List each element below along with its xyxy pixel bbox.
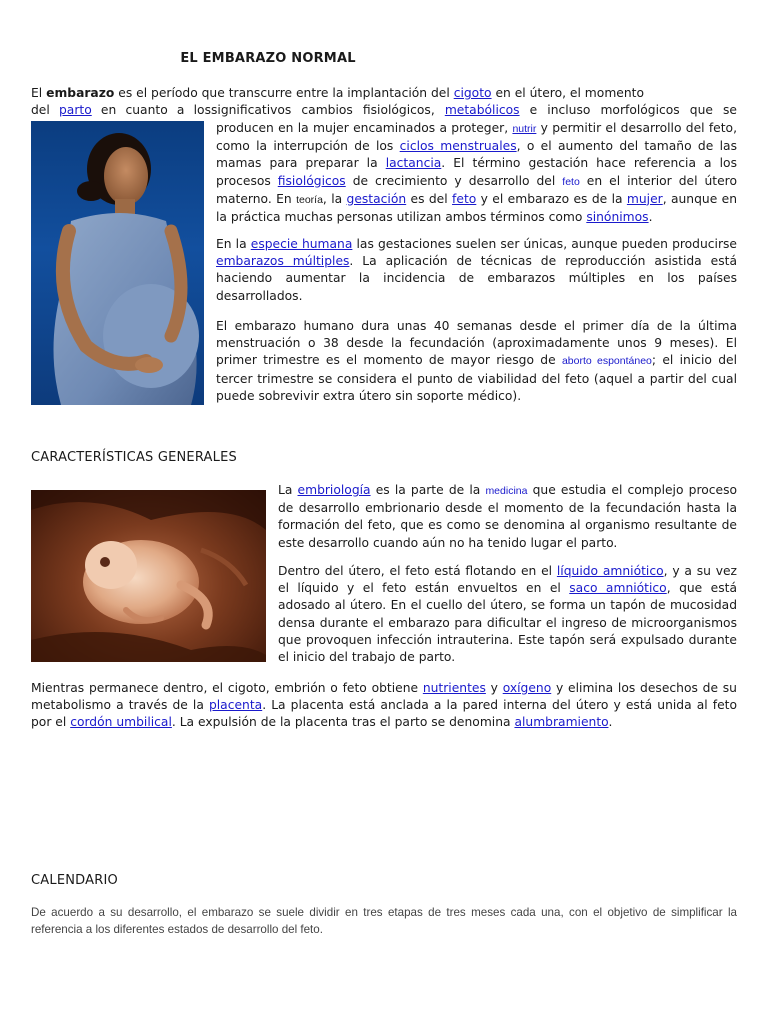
link-sinonimos[interactable]: sinónimos bbox=[586, 210, 649, 225]
link-medicina[interactable]: medicina bbox=[485, 485, 528, 497]
intro-line-1: El embarazo es el período que transcurre entre la implantación del cigoto en el útero, el momento bbox=[31, 86, 644, 100]
link-oxigeno[interactable]: oxígeno bbox=[502, 681, 552, 695]
link-ciclos-menstruales[interactable]: ciclos menstruales bbox=[399, 139, 517, 154]
link-nutrientes[interactable]: nutrientes bbox=[422, 681, 486, 695]
paragraph-duracion: El embarazo humano dura unas 40 semanas desde el primer día de la última menstruación o 38 desde la fecundación (aproximadamente unos 9 meses). El primer trimestre es el momento de mayor riesgo de aborto espontáneo; el inicio del tercer trimestre se considera el punto de viabilidad del feto (aquel a partir del cual puede sobrevivir extra útero sin soporte médico). bbox=[216, 319, 738, 403]
paragraph-embriologia: La embriología es la parte de la medicina que estudia el complejo proceso de desarrollo embrionario desde el momento de la fecundación hasta la formación del feto, que es como se denomina al organismo resultante de este desarrollo cuando aún no ha tenido lugar el parto. bbox=[278, 483, 738, 550]
intro-line-2-right: significativos cambios fisiológicos, metabólicos e incluso morfológicos que se bbox=[211, 103, 737, 117]
link-cordon-umbilical[interactable]: cordón umbilical bbox=[70, 715, 172, 730]
section-heading-calendario: CALENDARIO bbox=[31, 873, 118, 888]
link-feto[interactable]: feto bbox=[452, 191, 477, 206]
paragraph-utero: Dentro del útero, el feto está flotando en el líquido amniótico, y a su vez el líquido y el feto están envueltos en el saco amniótico, que está adosado al útero. En el cuello del útero, se forma un tapón de mucosidad densa durante el embarazo para dificultar el ingreso de microorganismos que provoquen infección intrauterina. Este tapón será expulsado durante el inicio del trabajo de parto. bbox=[278, 564, 738, 665]
pregnant-woman-photo bbox=[31, 121, 204, 405]
link-alumbramiento[interactable]: alumbramiento bbox=[514, 715, 609, 730]
embryo-photo bbox=[31, 490, 266, 662]
intro-line-2-left: del parto en cuanto a los bbox=[31, 103, 211, 117]
link-aborto-espontaneo[interactable]: aborto espontáneo bbox=[561, 355, 652, 368]
link-saco-amniotico[interactable]: saco amniótico bbox=[569, 581, 667, 596]
link-gestacion[interactable]: gestación bbox=[346, 191, 407, 206]
link-placenta[interactable]: placenta bbox=[208, 698, 263, 713]
link-cigoto[interactable]: cigoto bbox=[453, 86, 492, 100]
link-lactancia[interactable]: lactancia bbox=[385, 156, 442, 171]
section-heading-caracteristicas: CARACTERÍSTICAS GENERALES bbox=[31, 450, 237, 465]
link-nutrir[interactable]: nutrir bbox=[512, 123, 537, 135]
paragraph-gestaciones: En la especie humana las gestaciones suelen ser únicas, aunque pueden producirse embarazos múltiples. La aplicación de técnicas de reproducción asistida está haciendo aumentar la incidencia de embarazos múltiples en los países desarrollados. bbox=[216, 237, 737, 303]
link-especie-humana[interactable]: especie humana bbox=[250, 237, 353, 251]
link-metabolicos[interactable]: metabólicos bbox=[444, 103, 520, 117]
link-mujer[interactable]: mujer bbox=[626, 191, 663, 206]
intro-paragraph-rest: producen en la mujer encaminados a proteger, nutrir y permitir el desarrollo del feto, como la interrupción de los ciclos menstruales, o el aumento del tamaño de las mamas para preparar la lactancia. El término gestación hace referencia a los procesos fisiológicos de crecimiento y desarrollo del feto en el interior del útero materno. En teoría, la gestación es del feto y el embarazo es de la mujer, aunque en la práctica muchas personas utilizan ambos términos como sinónimos. bbox=[216, 121, 737, 225]
link-parto[interactable]: parto bbox=[58, 103, 92, 117]
page-title: EL EMBARAZO NORMAL bbox=[180, 51, 356, 66]
link-liquido-amniotico[interactable]: líquido amniótico bbox=[556, 564, 664, 578]
link-embriologia[interactable]: embriología bbox=[297, 483, 371, 497]
paragraph-placenta: Mientras permanece dentro, el cigoto, embrión o feto obtiene nutrientes y oxígeno y elimina los desechos de su metabolismo a través de la placenta. La placenta está anclada a la pared interna del útero y está unida al feto por el cordón umbilical. La expulsión de la placenta tras el parto se denomina alumbramiento. bbox=[31, 681, 737, 730]
paragraph-calendario: De acuerdo a su desarrollo, el embarazo se suele dividir en tres etapas de tres meses cada una, con el objetivo de simplificar la referencia a los diferentes estados de desarrollo del feto. bbox=[31, 906, 737, 936]
embarazo-term: embarazo bbox=[46, 86, 115, 100]
link-fisiologicos[interactable]: fisiológicos bbox=[277, 173, 346, 188]
link-feto-small[interactable]: feto bbox=[562, 175, 580, 188]
link-embarazos-multiples[interactable]: embarazos múltiples bbox=[216, 254, 350, 269]
